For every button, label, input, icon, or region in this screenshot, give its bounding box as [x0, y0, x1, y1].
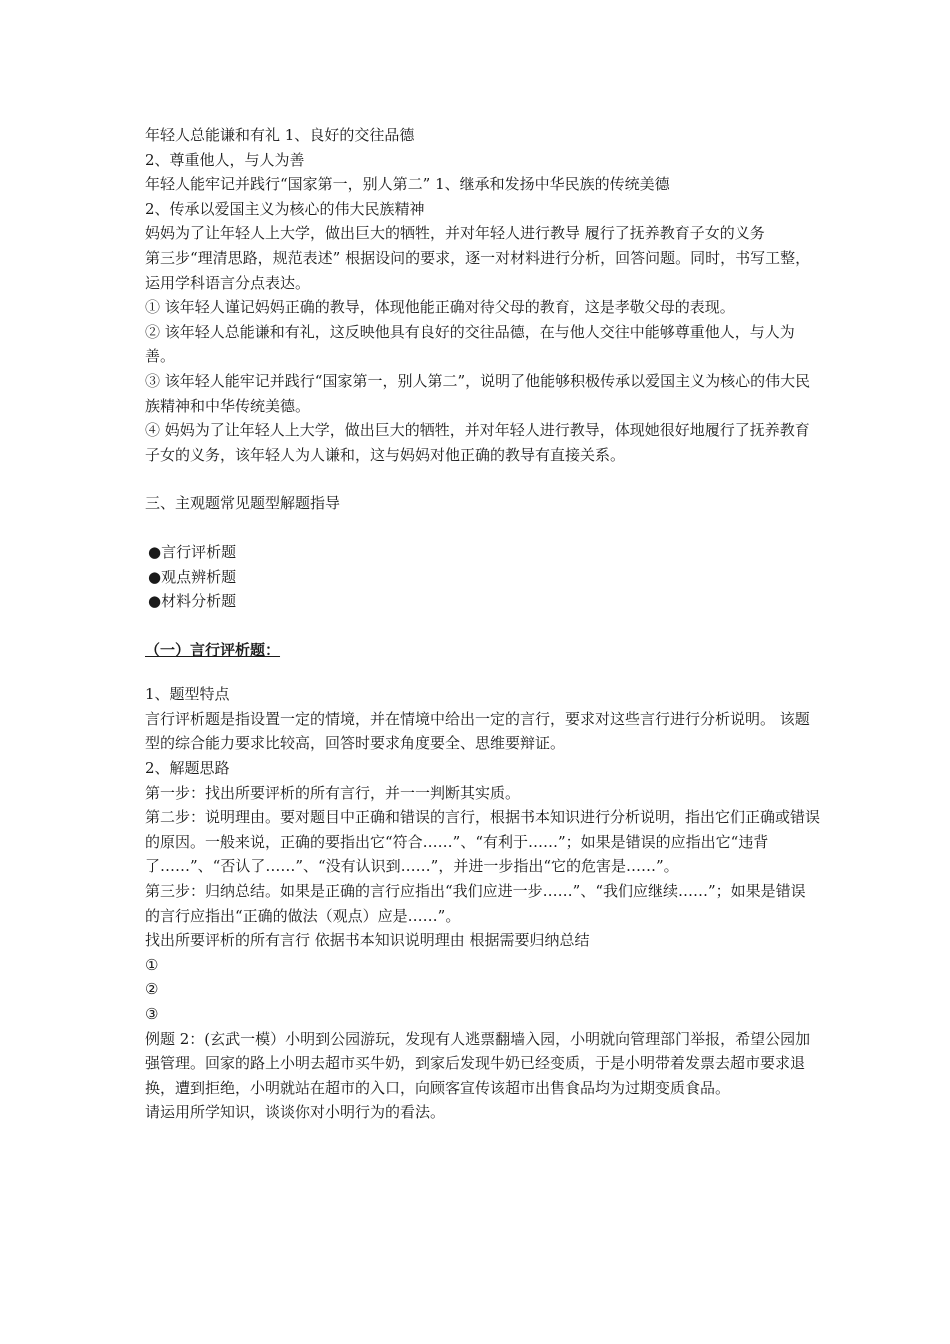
paragraph: 2、解题思路	[145, 759, 230, 778]
section-title: 三、主观题常见题型解题指导	[145, 494, 341, 513]
paragraph: ④ 妈妈为了让年轻人上大学，做出巨大的牺牲，并对年轻人进行教导，体现她很好地履行了抚养教育子女的义务，该年轻人为人谦和，这与妈妈对他正确的教导有直接关系。	[145, 421, 810, 464]
paragraph: 2、传承以爱国主义为核心的伟大民族精神	[145, 199, 425, 218]
paragraph: 找出所要评析的所有言行 依据书本知识说明理由 根据需要归纳总结	[145, 931, 590, 950]
paragraph: 请运用所学知识，谈谈你对小明行为的看法。	[145, 1103, 446, 1122]
bullet-item: ●观点辨析题	[148, 567, 237, 586]
paragraph: 例题 2：(玄武一模）小明到公园游玩，发现有人逃票翻墙入园，小明就向管理部门举报，希望公园加强管理。回家的路上小明去超市买牛奶，到家后发现牛奶已经变质，于是小明带着发票去超市要求退换，遭到拒绝，小明就站在超市的入口，向顾客宣传该超市出售食品均为过期变质食品。	[145, 1029, 811, 1097]
paragraph: ② 该年轻人总能谦和有礼，这反映他具有良好的交往品德，在与他人交往中能够尊重他人，与人为善。	[145, 322, 795, 366]
paragraph: 2、尊重他人，与人为善	[145, 150, 305, 169]
spacer	[145, 614, 820, 638]
paragraph: 妈妈为了让年轻人上大学，做出巨大的牺牲，并对年轻人进行教导 履行了抚养教育子女的义务	[145, 224, 765, 243]
paragraph: 第三步：归纳总结。如果是正确的言行应指出“我们应进一步……”、“我们应继续……”；如果是错误的言行应指出“正确的做法（观点）应是……”。	[145, 882, 806, 925]
spacer	[145, 467, 820, 491]
paragraph: ③ 该年轻人能牢记并践行“国家第一，别人第二”，说明了他能够积极传承以爱国主义为核心的伟大民族精神和中华传统美德。	[145, 371, 811, 415]
bullet-item: ●材料分析题	[148, 592, 237, 611]
paragraph: 第一步：找出所要评析的所有言行，并一一判断其实质。	[145, 783, 521, 802]
paragraph: ②	[145, 980, 159, 999]
paragraph: 年轻人能牢记并践行“国家第一，别人第二” 1、继承和发扬中华民族的传统美德	[145, 175, 670, 194]
document-page	[145, 123, 820, 1125]
paragraph: ① 该年轻人谨记妈妈正确的教导，体现他能正确对待父母的教育，这是孝敬父母的表现。	[145, 298, 735, 317]
paragraph: ③	[145, 1005, 159, 1023]
paragraph: ①	[145, 955, 159, 974]
subsection-title: （一）言行评析题：	[145, 640, 281, 659]
bullet-item: ●言行评析题	[148, 542, 237, 561]
paragraph: 年轻人总能谦和有礼 1、良好的交往品德	[145, 126, 415, 144]
paragraph: 第三步“理清思路，规范表述” 根据设问的要求，逐一对材料进行分析，回答问题。同时，书写工整，运用学科语言分点表达。	[145, 248, 811, 292]
spacer	[145, 516, 820, 540]
spacer	[145, 662, 820, 682]
paragraph: 第二步：说明理由。要对题目中正确和错误的言行，根据书本知识进行分析说明，指出它们正确或错误的原因。一般来说，正确的要指出它“符合……”、“有利于……”；如果是错误的应指出它“违背了……”、“否认了……”、“没有认识到……”，并进一步指出“它的危害是……”。	[145, 808, 821, 876]
paragraph: 1、题型特点	[145, 685, 230, 704]
paragraph: 言行评析题是指设置一定的情境，并在情境中给出一定的言行，要求对这些言行进行分析说明。 该题型的综合能力要求比较高，回答时要求角度要全、思维要辩证。	[145, 709, 810, 753]
